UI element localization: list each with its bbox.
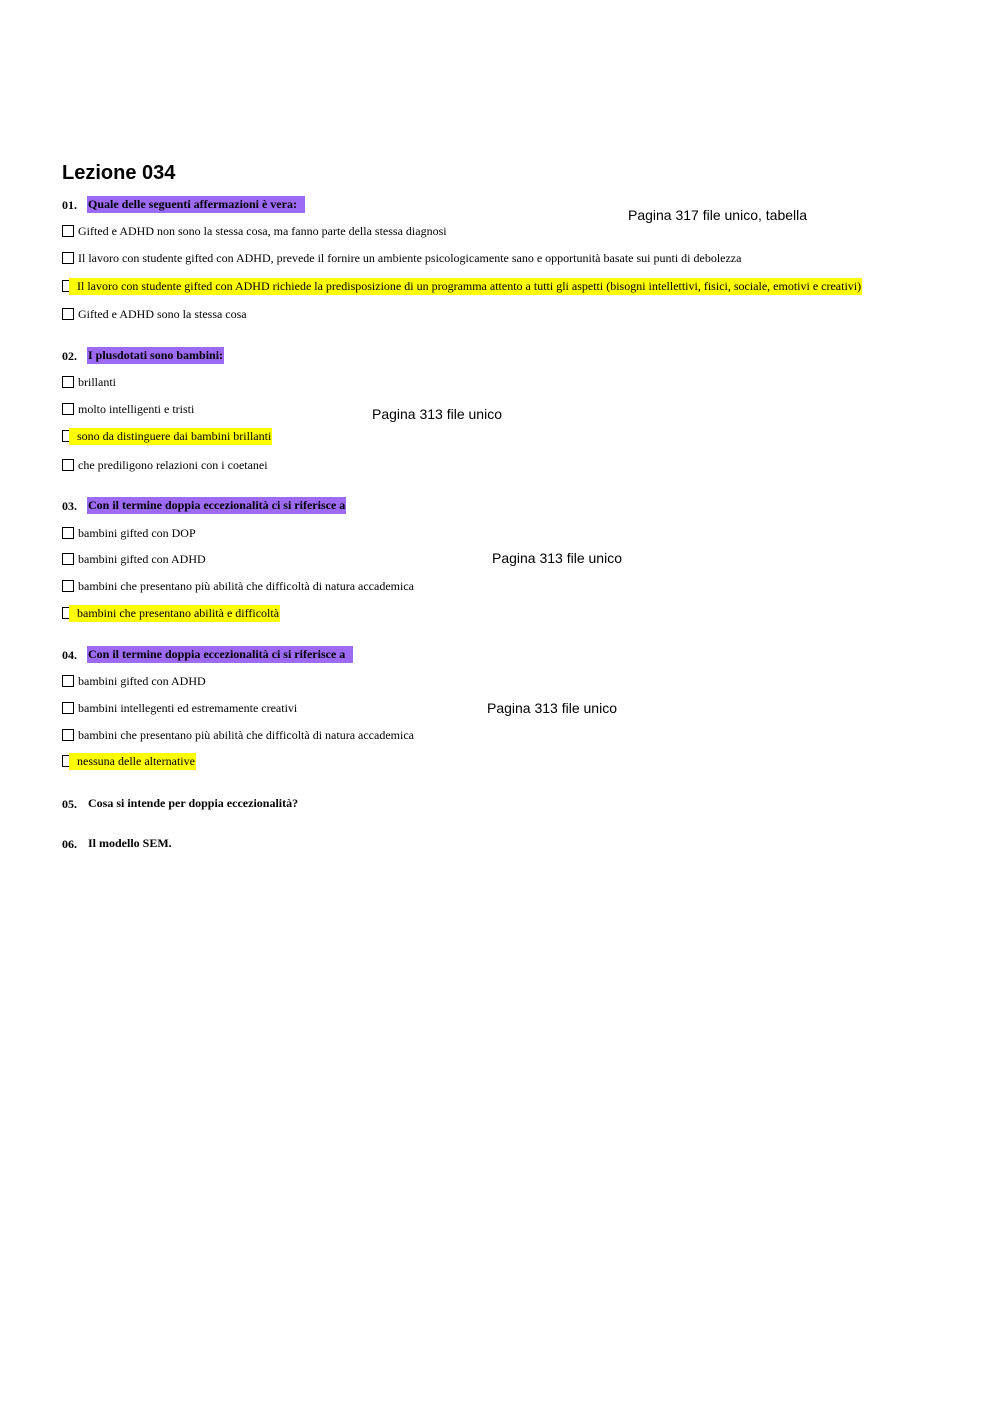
checkbox[interactable] bbox=[62, 729, 74, 741]
option-label: nessuna delle alternative bbox=[69, 753, 196, 770]
option-label: che prediligono relazioni con i coetanei bbox=[78, 457, 268, 472]
option-label: Gifted e ADHD non sono la stessa cosa, ma fanno parte della stessa diagnosi bbox=[78, 223, 447, 238]
answer-option-correct[interactable] bbox=[62, 428, 272, 444]
option-label: bambini che presentano abilità e difficoltà bbox=[69, 605, 280, 622]
option-label: Il lavoro con studente gifted con ADHD, prevede il fornire un ambiente psicologicamente sano e opportunità basate sui punti di debolezza bbox=[78, 250, 742, 265]
checkbox[interactable] bbox=[62, 376, 74, 388]
answer-option[interactable] bbox=[62, 578, 414, 594]
checkbox[interactable] bbox=[62, 225, 74, 237]
page-reference-note: Pagina 317 file unico, tabella bbox=[628, 207, 808, 223]
question-text: Cosa si intende per doppia eccezionalità? bbox=[88, 796, 299, 810]
answer-option[interactable] bbox=[62, 223, 447, 239]
answer-option[interactable] bbox=[62, 374, 116, 390]
checkbox[interactable] bbox=[62, 459, 74, 471]
checkbox[interactable] bbox=[62, 553, 74, 565]
answer-option[interactable] bbox=[62, 551, 206, 567]
page-reference-note: Pagina 313 file unico bbox=[492, 550, 622, 566]
question-number: 02. bbox=[62, 349, 77, 363]
checkbox[interactable] bbox=[62, 607, 69, 619]
question-number: 03. bbox=[62, 499, 77, 513]
question-number: 05. bbox=[62, 797, 77, 811]
option-label: bambini gifted con DOP bbox=[78, 525, 196, 540]
checkbox[interactable] bbox=[62, 580, 74, 592]
option-label: bambini che presentano più abilità che difficoltà di natura accademica bbox=[78, 578, 414, 593]
checkbox[interactable] bbox=[62, 430, 69, 442]
question-text: I plusdotati sono bambini: bbox=[88, 348, 224, 362]
question-text: Con il termine doppia eccezionalità ci si riferisce a bbox=[87, 646, 353, 663]
answer-option[interactable] bbox=[62, 457, 268, 473]
checkbox[interactable] bbox=[62, 308, 74, 320]
checkbox[interactable] bbox=[62, 252, 74, 264]
option-label: Il lavoro con studente gifted con ADHD richiede la predisposizione di un programma attento a tutti gli aspetti (bisogni intellettivi, fisici, sociale, emotivi e creativi) bbox=[69, 278, 862, 295]
checkbox[interactable] bbox=[62, 675, 74, 687]
page-reference-note: Pagina 313 file unico bbox=[372, 406, 502, 422]
checkbox[interactable] bbox=[62, 702, 74, 714]
answer-option[interactable] bbox=[62, 700, 297, 716]
answer-option[interactable] bbox=[62, 250, 741, 266]
question-text: Quale delle seguenti affermazioni è vera: bbox=[87, 196, 305, 213]
page-reference-note: Pagina 313 file unico bbox=[487, 700, 617, 716]
option-label: brillanti bbox=[78, 374, 116, 389]
question-number: 04. bbox=[62, 648, 77, 662]
option-label: bambini che presentano più abilità che difficoltà di natura accademica bbox=[78, 727, 414, 742]
answer-option-correct[interactable] bbox=[62, 278, 862, 294]
checkbox[interactable] bbox=[62, 280, 69, 292]
question-number: 01. bbox=[62, 198, 77, 212]
checkbox[interactable] bbox=[62, 527, 74, 539]
option-label: molto intelligenti e tristi bbox=[78, 401, 195, 416]
answer-option[interactable] bbox=[62, 525, 196, 541]
option-label: bambini gifted con ADHD bbox=[78, 673, 206, 688]
answer-option[interactable] bbox=[62, 401, 194, 417]
answer-option[interactable] bbox=[62, 727, 414, 743]
checkbox[interactable] bbox=[62, 755, 69, 767]
answer-option-correct[interactable] bbox=[62, 605, 280, 621]
option-label: sono da distinguere dai bambini brillanti bbox=[69, 428, 272, 445]
answer-option[interactable] bbox=[62, 673, 206, 689]
question-text: Con il termine doppia eccezionalità ci si riferisce a bbox=[88, 498, 346, 512]
answer-option[interactable] bbox=[62, 306, 247, 322]
question-number: 06. bbox=[62, 837, 77, 851]
question-text: Il modello SEM. bbox=[88, 836, 172, 850]
option-label: bambini gifted con ADHD bbox=[78, 551, 206, 566]
option-label: bambini intellegenti ed estremamente creativi bbox=[78, 700, 298, 715]
page-title: Lezione 034 bbox=[62, 162, 176, 184]
checkbox[interactable] bbox=[62, 403, 74, 415]
answer-option-correct[interactable] bbox=[62, 753, 196, 769]
option-label: Gifted e ADHD sono la stessa cosa bbox=[78, 306, 247, 321]
